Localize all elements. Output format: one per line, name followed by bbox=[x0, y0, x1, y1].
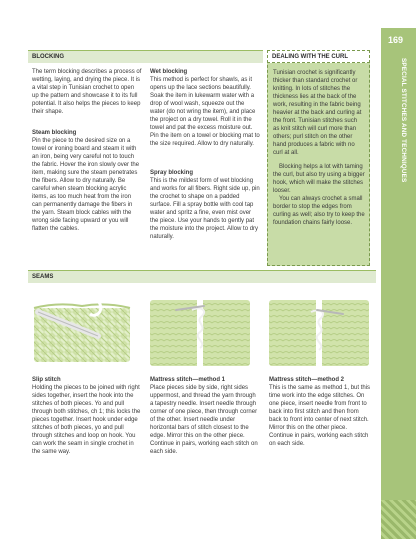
spray-blocking-body: This is the mildest form of wet blocking and works for all fibers. Right side up, pin the crochet to shape on a padded surface. Fill a spray bottle with cool tap water and spritz a fine, even mist over the piece. Use your hands to gently pat the moisture into the project. Allow to dry naturally. bbox=[150, 178, 260, 240]
curl-paragraph-1: Tunisian crochet is significantly thicker than standard crochet or knitting. In lots of stitches the thickness lies at the back of the work, resulting in the fabric being heavier at the back and curling at the front. Tunisian stitches such as knit stitch will curl more than others; purl stitch on the other hand produces a fabric with no curl at all. bbox=[273, 70, 362, 156]
curl-paragraph-3: You can always crochet a small border to stop the edges from curling as well; also try to keep the foundation chains fairly loose. bbox=[273, 196, 365, 226]
mattress-2-svg bbox=[265, 296, 373, 368]
seams-header-label: SEAMS bbox=[32, 274, 54, 280]
mattress-1-svg bbox=[146, 296, 254, 368]
page-number: 169 bbox=[388, 35, 404, 45]
mattress-method-1-illustration bbox=[146, 296, 254, 368]
mattress-method-2-title: Mattress stitch—method 2 bbox=[269, 377, 345, 383]
curl-header bbox=[267, 50, 370, 63]
wet-blocking-title: Wet blocking bbox=[150, 69, 188, 75]
slip-stitch-svg bbox=[28, 296, 136, 368]
steam-blocking-body: Pin the piece to the desired size on a towel or ironing board and steam it with an iron, being very careful not to touch the fabric. Hover the iron slowly over the item, making sure the steam penetrates the fibers. Allow to dry naturally. Be careful when steam blocking acrylic items, as too much heat from the iron can permanently damage the fibers in the yarn. Steam block cables with the wrong side facing upward or you will flatten the cables. bbox=[32, 138, 140, 232]
slip-stitch-title: Slip stitch bbox=[32, 377, 61, 383]
spray-blocking-title: Spray blocking bbox=[150, 170, 194, 176]
steam-blocking-title: Steam blocking bbox=[32, 130, 77, 136]
running-title: SPECIAL STITCHES AND TECHNIQUES bbox=[400, 58, 407, 183]
rail-swatch-thumbnail bbox=[381, 500, 416, 539]
mattress-method-2-illustration bbox=[265, 296, 373, 368]
wet-blocking-body: This method is perfect for shawls, as it opens up the lace sections beautifully. Soak the item in lukewarm water with a drop of wool wash, squeeze out the water (do not wring the item), and place the project on a dry towel. Roll it in the towel and pat the excess moisture out. Pin the item on a towel or blocking mat to the size required. Allow to dry naturally. bbox=[150, 77, 260, 147]
mattress-method-1-title: Mattress stitch—method 1 bbox=[150, 377, 226, 383]
mattress-method-2-body: This is the same as method 1, but this time work into the edge stitches. On one piece, insert needle from front to back into first stitch and then from back to front into center of next stitch. Mirror this on the other piece. Continue in pairs, working each stitch on each side. bbox=[269, 385, 371, 447]
curl-paragraph-2: Blocking helps a lot with taming the curl, but also try using a bigger hook, which will make the stitches looser. bbox=[273, 164, 365, 194]
blocking-header bbox=[28, 50, 263, 63]
blocking-intro: The term blocking describes a process of wetting, laying, and drying the piece. It is a vital step in Tunisian crochet to open up the pattern and showcase it to its full potential. It also helps the pieces to keep their shape. bbox=[32, 69, 142, 115]
mattress-method-1-body: Place pieces side by side, right sides uppermost, and thread the yarn through a tapestry needle. Insert needle through corner of one piece, then through corner of the other. Insert needle under horizontal bars of stitch closest to the edge. Mirror this on the other piece. Continue in pairs, working each stitch on each side. bbox=[150, 385, 258, 455]
seams-header bbox=[28, 270, 376, 283]
slip-stitch-illustration bbox=[28, 296, 136, 368]
blocking-header-label: BLOCKING bbox=[32, 54, 64, 60]
slip-stitch-body: Holding the pieces to be joined with right sides together, insert the hook into the stitches of both pieces. Yo and pull through both stitches, ch 1; this locks the pieces together. Insert hook under edge stitches of both pieces, yo and pull through stitches and loop on hook. You can work the seam in single crochet in the same way. bbox=[32, 385, 141, 455]
curl-header-label: DEALING WITH THE CURL bbox=[272, 53, 348, 60]
